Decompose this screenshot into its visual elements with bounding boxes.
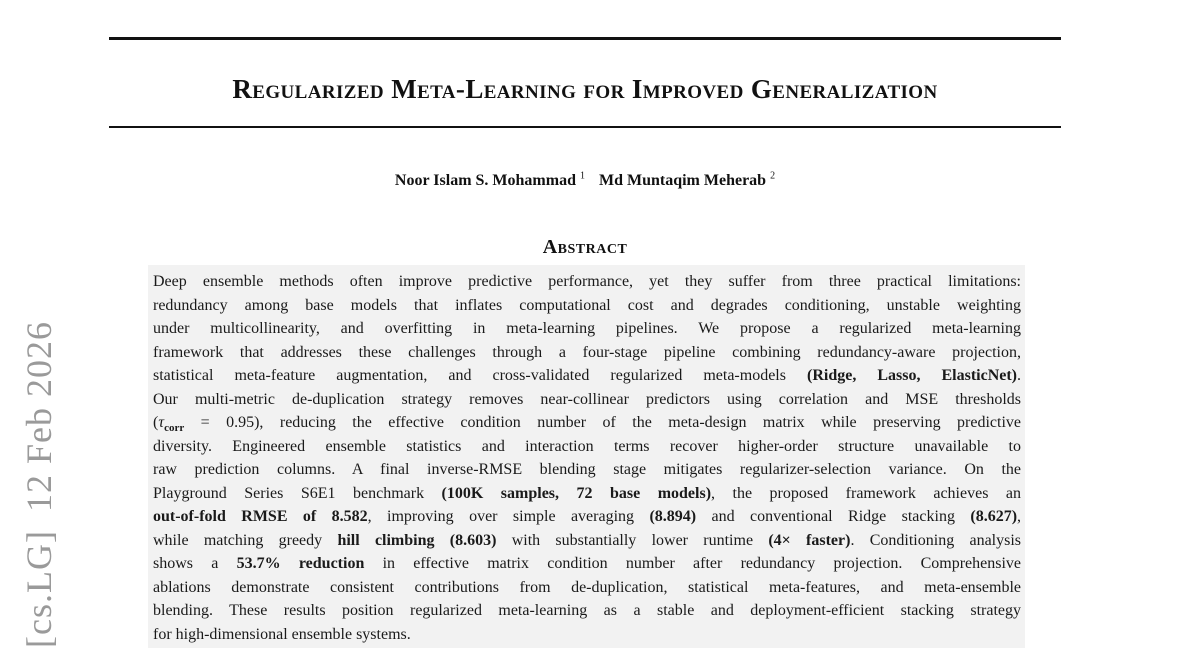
abstract-text-run: statistical meta-feature augmentation, and cross-validated regularized meta-models: [153, 367, 807, 384]
arxiv-date: 12 Feb 2026: [19, 321, 59, 513]
abstract-text-run: with substantially lower runtime: [496, 531, 769, 549]
abstract-text-run: Playground Series S6E1 benchmark: [153, 484, 442, 502]
abstract-bold-phrase: 53.7% reduction: [236, 555, 365, 572]
abstract-line: [153, 411, 1021, 435]
abstract-line: [153, 623, 1021, 647]
abstract-line: [153, 576, 1021, 600]
abstract-line: [153, 294, 1021, 318]
abstract-subscript: corr: [164, 422, 185, 435]
abstract-text-run: diversity. Engineered ensemble statistics and interaction terms recover higher-order structure unavailable to: [153, 437, 1021, 455]
abstract-bold-phrase: hill climbing (8.603): [337, 531, 497, 549]
abstract-text-run: raw prediction columns. A final inverse-RMSE blending stage mitigates regularizer-selection variance. On the: [153, 461, 1021, 478]
title-rule-top: [109, 37, 1061, 40]
abstract-bold-phrase: (Ridge, Lasso, ElasticNet): [807, 367, 1018, 384]
abstract-bold-phrase: (4× faster): [768, 531, 851, 549]
abstract-text-run: while matching greedy: [153, 531, 338, 549]
author-2-name: Md Muntaqim Meherab: [598, 172, 767, 189]
abstract-text-run: for high-dimensional ensemble systems.: [153, 625, 411, 643]
abstract-text-run: , improving over simple averaging: [367, 508, 650, 525]
abstract-line: [153, 458, 1021, 482]
author-1: [395, 172, 585, 189]
author-1-affiliation: 1: [579, 170, 585, 182]
author-2-affiliation: 2: [770, 170, 776, 182]
abstract-line: [153, 341, 1021, 365]
abstract-line: [153, 388, 1021, 412]
abstract-text-run: (: [153, 414, 159, 431]
abstract-bold-phrase: (8.627): [970, 508, 1018, 525]
abstract-body: [153, 270, 1021, 646]
abstract-text-run: framework that addresses these challenges through a four-stage pipeline combining redundancy-aware projection,: [153, 343, 1021, 361]
abstract-text-run: Deep ensemble methods often improve predictive performance, yet they suffer from three practical limitations:: [153, 273, 1021, 290]
abstract-line: [153, 552, 1021, 576]
abstract-text-run: = 0.95), reducing the effective condition number of the meta-design matrix while preserving predictive: [184, 414, 1021, 431]
abstract-line: [153, 270, 1021, 294]
abstract-text-run: under multicollinearity, and overfitting in meta-learning pipelines. We propose a regularized meta-learning: [153, 320, 1021, 337]
abstract-line: [153, 529, 1021, 553]
abstract-text-run: ablations demonstrate consistent contributions from de-duplication, statistical meta-features, and meta-ensemble: [153, 578, 1021, 596]
abstract-text-run: , the proposed framework achieves an: [711, 484, 1021, 502]
abstract-text-run: blending. These results position regularized meta-learning as a stable and deployment-efficient stacking strategy: [153, 602, 1021, 619]
author-2: [599, 172, 775, 189]
title-rule-bottom: [109, 126, 1061, 128]
arxiv-category: [cs.LG]: [19, 530, 59, 648]
arxiv-stamp: [18, 321, 60, 648]
paper-title: Regularized Meta-Learning for Improved Generalization: [232, 74, 938, 104]
author-1-name: Noor Islam S. Mohammad: [394, 172, 576, 189]
abstract-bold-phrase: (100K samples, 72 base models): [441, 484, 712, 502]
abstract-text-run: .: [1017, 367, 1022, 384]
abstract-line: [153, 505, 1021, 529]
abstract-line: [153, 599, 1021, 623]
abstract-text-run: τ: [158, 414, 165, 431]
abstract-heading: Abstract: [542, 236, 628, 258]
abstract-text-run: ,: [1017, 508, 1022, 525]
abstract-text-run: redundancy among base models that inflates computational cost and degrades conditioning, unstable weighting: [153, 296, 1021, 314]
abstract-line: [153, 435, 1021, 459]
abstract-text-run: in effective matrix condition number after redundancy projection. Comprehensive: [364, 555, 1021, 572]
abstract-bold-phrase: out-of-fold RMSE of 8.582: [153, 508, 368, 525]
author-list: [109, 172, 1061, 190]
abstract-line: [153, 482, 1021, 506]
abstract-text-run: shows a: [153, 555, 237, 572]
abstract-line: [153, 364, 1021, 388]
abstract-line: [153, 317, 1021, 341]
abstract-text-run: . Conditioning analysis: [850, 531, 1022, 549]
abstract-text-run: and conventional Ridge stacking: [696, 508, 971, 525]
abstract-bold-phrase: (8.894): [649, 508, 697, 525]
abstract-text-run: Our multi-metric de-duplication strategy removes near-collinear predictors using correlation and MSE thresholds: [153, 390, 1021, 408]
